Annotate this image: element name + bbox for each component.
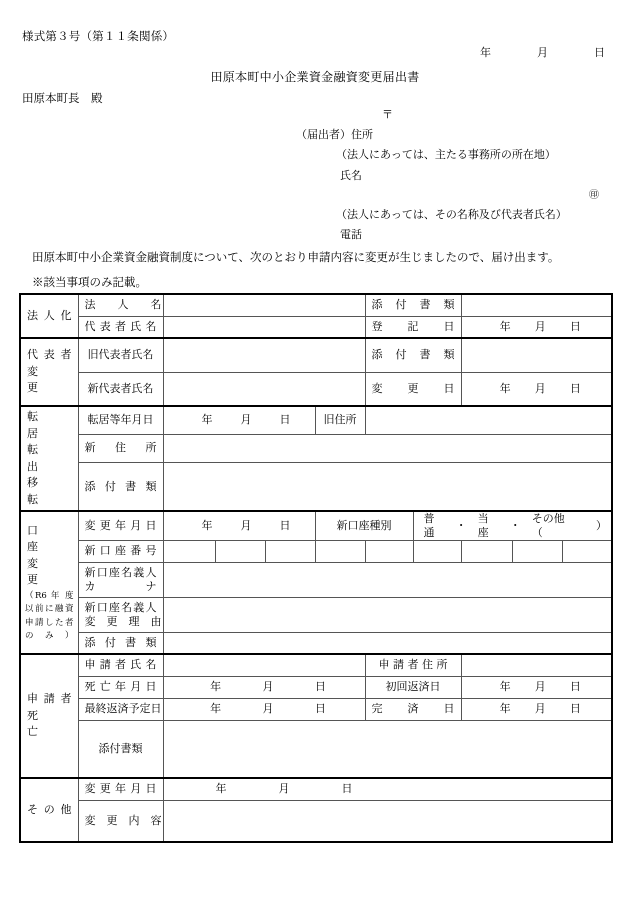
row-label-old-rep-name: 旧代表者氏名 [78, 338, 163, 372]
header-date-line [480, 44, 605, 60]
year-label: 年 [210, 702, 222, 716]
option-separator: ・ [509, 518, 521, 532]
header-year-label: 年 [480, 46, 491, 59]
option-separator: ・ [455, 518, 467, 532]
day-label: 日 [341, 782, 353, 796]
input-account-digit[interactable] [512, 540, 562, 562]
input-relocation-attachments[interactable] [163, 462, 612, 511]
day-label: 日 [569, 319, 581, 333]
postal-code-mark: 〒 [382, 108, 393, 121]
document-title: 田原本町中小企業資金融資変更届出書 [210, 70, 420, 84]
row-label-old-address: 旧住所 [315, 406, 365, 434]
day-label: 日 [569, 702, 581, 716]
section-label-rep-change: 代 表 者 変 更 [20, 338, 78, 406]
month-label: 月 [240, 518, 252, 532]
header-month-label: 月 [537, 46, 548, 59]
input-account-change-date[interactable] [163, 511, 315, 540]
input-rep-change-attachments[interactable] [461, 338, 612, 372]
year-label: 年 [499, 702, 511, 716]
row-label-holder-change-reason: 新口座名義人 変 更 理 由 [78, 597, 163, 632]
table-row [20, 338, 612, 372]
section-label-other: そ の 他 [20, 778, 78, 842]
table-row [20, 462, 612, 511]
month-label: 月 [240, 413, 252, 427]
row-label-death-date: 死 亡 年 月 日 [78, 676, 163, 698]
year-label: 年 [499, 680, 511, 694]
table-row [20, 540, 612, 562]
month-label: 月 [278, 782, 290, 796]
table-row [20, 778, 612, 800]
header-day-label: 日 [594, 46, 605, 59]
submitter-address-note: （法人にあっては、主たる事務所の所在地） [336, 148, 556, 161]
year-label: 年 [499, 319, 511, 333]
input-final-repayment-date[interactable] [163, 698, 365, 720]
input-rep-change-date[interactable] [461, 372, 612, 406]
row-label-corp-name: 法 人 名 [78, 294, 163, 316]
table-row [20, 562, 612, 597]
input-account-digit[interactable] [265, 540, 315, 562]
account-type-other-close-paren: ） [596, 518, 608, 532]
row-label-account-type: 新口座種別 [315, 511, 413, 540]
submitter-tel-label: 電話 [340, 228, 362, 241]
table-row [20, 434, 612, 462]
table-row [20, 720, 612, 778]
input-registration-date[interactable] [461, 316, 612, 338]
row-label-holder-kana: 新口座名義人 カ ナ [78, 562, 163, 597]
input-applicant-name[interactable] [163, 654, 365, 676]
month-label: 月 [262, 702, 274, 716]
row-label-new-address: 新 住 所 [78, 434, 163, 462]
row-label-move-date: 転居等年月日 [78, 406, 163, 434]
row-label-rep-change-attachments: 添 付 書 類 [365, 338, 461, 372]
section-label-relocation: 転 居 転 出 移 転 [20, 406, 78, 511]
input-new-address[interactable] [163, 434, 612, 462]
row-label-rep-name: 代 表 者 氏 名 [78, 316, 163, 338]
day-label: 日 [279, 518, 291, 532]
row-label-applicant-address: 申 請 者 住 所 [365, 654, 461, 676]
day-label: 日 [279, 413, 291, 427]
input-first-repayment-date[interactable] [461, 676, 612, 698]
submitter-name-label: 氏名 [340, 169, 362, 182]
input-account-digit[interactable] [562, 540, 612, 562]
year-label: 年 [210, 680, 222, 694]
month-label: 月 [534, 381, 546, 395]
account-type-option-other[interactable]: その他（ [531, 512, 565, 539]
table-row [20, 316, 612, 338]
table-row [20, 597, 612, 632]
input-death-attachments[interactable] [163, 720, 612, 778]
row-label-first-repayment-date: 初回返済日 [365, 676, 461, 698]
row-label-rep-change-date: 変 更 日 [365, 372, 461, 406]
month-label: 月 [262, 680, 274, 694]
row-label-applicant-name: 申 請 者 氏 名 [78, 654, 163, 676]
input-account-digit[interactable] [461, 540, 512, 562]
input-applicant-address[interactable] [461, 654, 612, 676]
submitter-name-note: （法人にあっては、その名称及び代表者氏名） [336, 208, 567, 221]
table-row [20, 372, 612, 406]
row-label-account-number: 新 口 座 番 号 [78, 540, 163, 562]
account-type-option-futsuu[interactable]: 普通 [423, 512, 435, 539]
input-other-change-content[interactable] [163, 800, 612, 842]
row-label-death-attachments: 添付書類 [78, 720, 163, 778]
table-row [20, 800, 612, 842]
input-account-digit[interactable] [413, 540, 461, 562]
input-old-rep-name[interactable] [163, 338, 365, 372]
submitter-address-label: （届出者）住所 [296, 128, 373, 141]
input-account-digit[interactable] [163, 540, 215, 562]
month-label: 月 [534, 319, 546, 333]
seal-icon: ㊞ [589, 190, 599, 201]
month-label: 月 [534, 680, 546, 694]
addressee: 田原本町長 殿 [22, 91, 103, 105]
input-holder-change-reason[interactable] [163, 597, 612, 632]
row-label-relocation-attachments: 添 付 書 類 [78, 462, 163, 511]
day-label: 日 [569, 381, 581, 395]
section-label-account-change: 口 座 変 更 （R6 年 度 以前に融資 申請した者 の み ） [20, 511, 78, 654]
row-label-new-rep-name: 新代表者氏名 [78, 372, 163, 406]
row-label-account-attachments: 添 付 書 類 [78, 632, 163, 654]
table-row [20, 406, 612, 434]
input-other-change-date[interactable] [163, 778, 612, 800]
row-label-other-change-date: 変 更 年 月 日 [78, 778, 163, 800]
input-death-date[interactable] [163, 676, 365, 698]
input-account-digit[interactable] [215, 540, 265, 562]
year-label: 年 [201, 518, 213, 532]
table-row [20, 676, 612, 698]
table-row [20, 511, 612, 540]
row-label-final-repayment-date: 最終返済予定日 [78, 698, 163, 720]
row-label-account-change-date: 変 更 年 月 日 [78, 511, 163, 540]
input-corp-name[interactable] [163, 294, 365, 316]
input-old-address[interactable] [365, 406, 612, 434]
day-label: 日 [314, 702, 326, 716]
form-number: 様式第３号（第１１条関係） [22, 29, 175, 43]
table-row [20, 654, 612, 676]
month-label: 月 [534, 702, 546, 716]
row-label-completion-date: 完 済 日 [365, 698, 461, 720]
input-account-digit[interactable] [365, 540, 413, 562]
input-account-type[interactable] [413, 511, 612, 540]
table-row [20, 294, 612, 316]
input-move-date[interactable] [163, 406, 315, 434]
input-completion-date[interactable] [461, 698, 612, 720]
day-label: 日 [569, 680, 581, 694]
table-row [20, 698, 612, 720]
row-label-other-change-content: 変 更 内 容 [78, 800, 163, 842]
row-label-registration-date: 登 記 日 [365, 316, 461, 338]
table-row [20, 632, 612, 654]
year-label: 年 [215, 782, 227, 796]
intro-paragraph: 田原本町中小企業資金融資制度について、次のとおり申請内容に変更が生じましたので、届け出ます。 [32, 250, 560, 264]
account-type-option-touza[interactable]: 当座 [477, 512, 489, 539]
input-account-digit[interactable] [315, 540, 365, 562]
section-label-applicant-death: 申 請 者 死 亡 [20, 654, 78, 778]
input-holder-kana[interactable] [163, 562, 612, 597]
day-label: 日 [314, 680, 326, 694]
sub-note: ※該当事項のみ記載。 [32, 275, 147, 289]
input-incorporation-attachments[interactable] [461, 294, 612, 316]
section-label-incorporation: 法 人 化 [20, 294, 78, 338]
input-account-attachments[interactable] [163, 632, 612, 654]
year-label: 年 [201, 413, 213, 427]
row-label-incorporation-attachments: 添 付 書 類 [365, 294, 461, 316]
input-new-rep-name[interactable] [163, 372, 365, 406]
input-rep-name[interactable] [163, 316, 365, 338]
year-label: 年 [499, 381, 511, 395]
change-notification-table [19, 293, 613, 843]
